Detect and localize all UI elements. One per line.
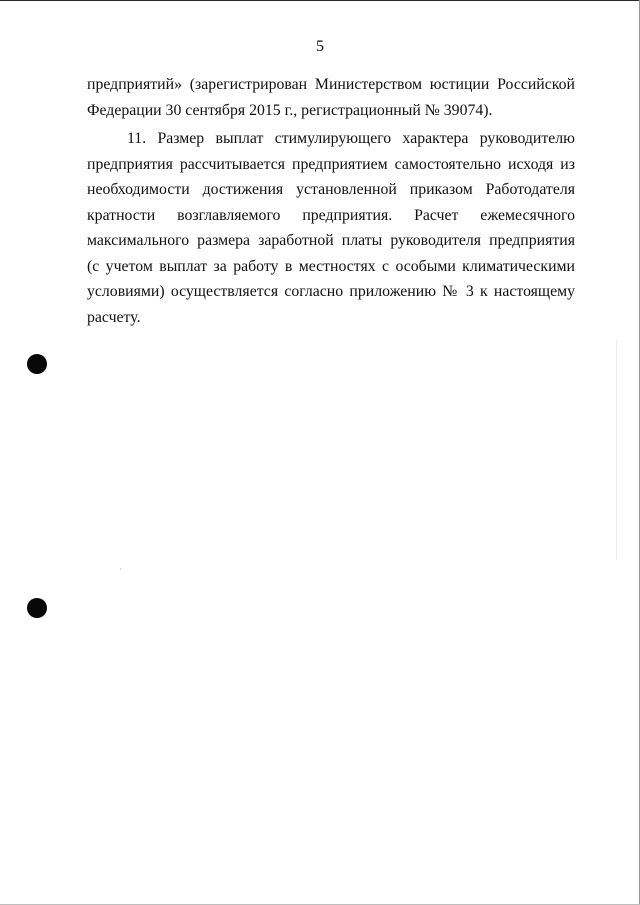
text-line: предприятий» (зарегистрирован Министерством юстиции Российской <box>87 76 575 93</box>
scan-speck <box>120 568 121 570</box>
paragraph-continuation <box>87 72 575 123</box>
text-line: 11. Размер выплат стимулирующего характера руководителю <box>127 130 575 147</box>
text-line: кратности возглавляемого предприятия. Расчет ежемесячного <box>87 206 575 224</box>
text-line: Федерации 30 сентября 2015 г., регистрационный № 39074). <box>87 101 493 119</box>
scan-top-edge <box>0 0 640 1</box>
text-line: (с учетом выплат за работу в местностях с особыми климатическими <box>87 257 575 275</box>
text-line: необходимости достижения установленной приказом Работодателя <box>87 181 575 198</box>
punch-hole <box>27 598 47 618</box>
text-line: расчету. <box>87 308 141 326</box>
punch-hole <box>27 354 47 374</box>
paragraph-item-11 <box>87 126 575 330</box>
text-line: предприятия рассчитывается предприятием самостоятельно исходя из <box>87 155 575 173</box>
text-line: условиями) осуществляется согласно приложению № 3 к настоящему <box>87 283 575 300</box>
page-number: 5 <box>316 38 324 55</box>
scan-speck <box>616 340 617 560</box>
text-line: максимального размера заработной платы руководителя предприятия <box>87 232 575 249</box>
